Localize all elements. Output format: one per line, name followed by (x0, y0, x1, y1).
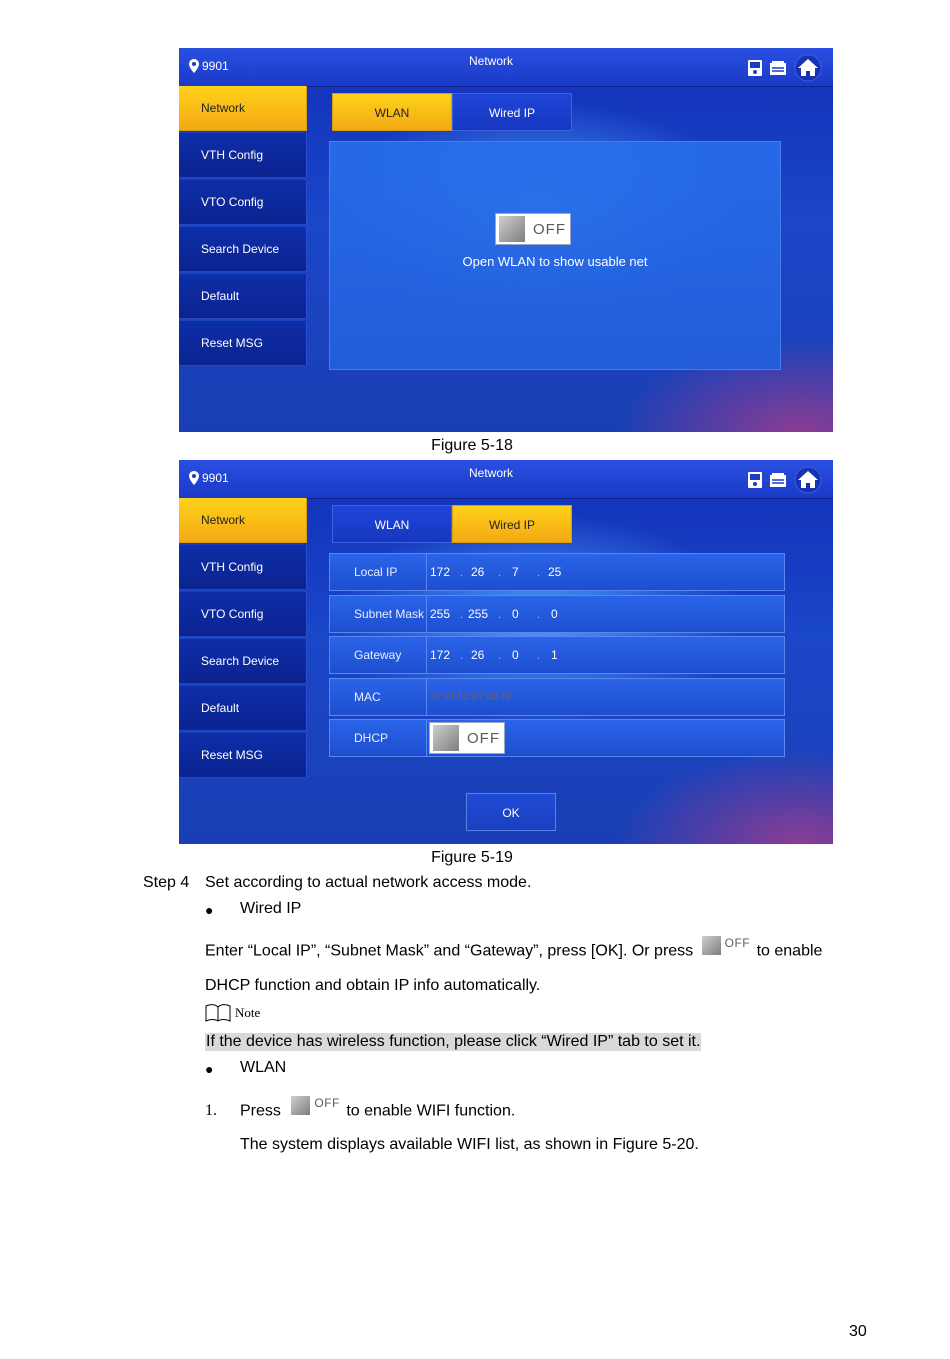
ip-dot: . (460, 567, 464, 579)
tab-wlan[interactable]: WLAN (332, 505, 452, 543)
step-text: Set according to actual network access mode. (205, 874, 532, 891)
wlan-toggle[interactable]: OFF (495, 213, 571, 245)
local-ip-label: Local IP (330, 554, 427, 590)
ip-octet[interactable]: 7 (512, 565, 519, 579)
tab-wired-ip[interactable]: Wired IP (452, 505, 572, 543)
menu-item-vto-config[interactable]: VTO Config (179, 592, 307, 637)
home-icon[interactable] (793, 54, 823, 82)
wired-instruction-cont: DHCP function and obtain IP info automatically. (205, 977, 541, 994)
screen-title: Network (468, 54, 513, 68)
ip-dot: . (537, 567, 541, 579)
item1-result: The system displays available WIFI list, as shown in Figure 5-20. (240, 1136, 699, 1153)
ip-octet[interactable]: 26 (471, 648, 485, 662)
ip-dot: . (537, 650, 541, 662)
ip-octet[interactable]: 172 (430, 648, 451, 662)
tab-bar (332, 505, 572, 543)
tab-wlan[interactable]: WLAN (332, 93, 452, 131)
mac-label: MAC (330, 679, 427, 715)
menu-item-default[interactable]: Default (179, 686, 307, 731)
ip-dot: . (498, 609, 502, 621)
step-label: Step 4 (143, 874, 190, 891)
toggle-knob (433, 725, 459, 751)
subnet-mask-row[interactable] (329, 595, 785, 633)
book-icon (205, 1004, 231, 1022)
wlan-panel (329, 141, 781, 370)
ip-octet[interactable]: 1 (551, 648, 558, 662)
top-bar (179, 48, 833, 87)
room-number: 9901 (189, 471, 229, 485)
tab-bar (332, 93, 572, 131)
menu-item-vto-config[interactable]: VTO Config (179, 180, 307, 225)
gateway-row[interactable] (329, 636, 785, 674)
off-toggle-icon: OFF (702, 936, 751, 955)
figure-caption-5-18: Figure 5-18 (431, 437, 513, 454)
off-toggle-icon: OFF (291, 1096, 340, 1115)
gateway-label: Gateway (330, 637, 427, 673)
room-number: 9901 (189, 59, 229, 73)
ip-octet[interactable]: 172 (430, 565, 451, 579)
wlan-hint: Open WLAN to show usable net (462, 254, 648, 269)
menu-item-default[interactable]: Default (179, 274, 307, 319)
note-header: Note (205, 1004, 260, 1022)
ip-dot: . (498, 567, 502, 579)
item-number: 1. (205, 1102, 217, 1119)
menu-item-vth-config[interactable]: VTH Config (179, 545, 307, 590)
page-number: 30 (849, 1323, 867, 1340)
menu-item-network[interactable]: Network (179, 86, 307, 131)
bullet-dot: ● (205, 1061, 214, 1077)
message-icon[interactable] (769, 60, 787, 76)
ip-dot: . (460, 609, 464, 621)
mac-value: 3c:ef:8c:07:b6:bf (430, 691, 512, 703)
bullet-wlan: WLAN (240, 1059, 287, 1076)
ip-octet[interactable]: 0 (512, 648, 519, 662)
local-ip-row[interactable] (329, 553, 785, 591)
network-screen-wlan (179, 48, 833, 432)
ip-octet[interactable]: 255 (468, 607, 489, 621)
menu-item-search-device[interactable]: Search Device (179, 227, 307, 272)
toggle-knob (499, 216, 525, 242)
ip-dot: . (460, 650, 464, 662)
item1-instruction: Press OFF to enable WIFI function. (240, 1096, 516, 1120)
home-icon[interactable] (793, 466, 823, 494)
figure-caption-5-19: Figure 5-19 (431, 849, 513, 866)
menu-item-network[interactable]: Network (179, 498, 307, 543)
wired-instruction: Enter “Local IP”, “Subnet Mask” and “Gateway”, press [OK]. Or press OFF to enable (205, 936, 823, 960)
screen-title: Network (468, 466, 513, 480)
network-screen-wired-ip (179, 460, 833, 844)
mac-row (329, 678, 785, 716)
ip-octet[interactable]: 26 (471, 565, 485, 579)
monitor-icon[interactable] (747, 471, 763, 489)
side-menu (179, 498, 307, 780)
top-bar (179, 460, 833, 499)
ip-octet[interactable]: 0 (551, 607, 558, 621)
menu-item-reset-msg[interactable]: Reset MSG (179, 733, 307, 778)
subnet-mask-label: Subnet Mask (330, 596, 427, 632)
ip-dot: . (498, 650, 502, 662)
menu-item-reset-msg[interactable]: Reset MSG (179, 321, 307, 366)
ok-button[interactable]: OK (466, 793, 556, 831)
dhcp-row (329, 719, 785, 757)
bullet-wired-ip: Wired IP (240, 900, 302, 917)
dhcp-label: DHCP (330, 720, 427, 756)
tab-wired-ip[interactable]: Wired IP (452, 93, 572, 131)
ip-octet[interactable]: 25 (548, 565, 562, 579)
ip-dot: . (537, 609, 541, 621)
side-menu (179, 86, 307, 368)
note-text: If the device has wireless function, please click “Wired IP” tab to set it. (206, 1033, 701, 1050)
ip-octet[interactable]: 255 (430, 607, 451, 621)
menu-item-search-device[interactable]: Search Device (179, 639, 307, 684)
ip-octet[interactable]: 0 (512, 607, 519, 621)
dhcp-toggle[interactable]: OFF (429, 722, 505, 754)
menu-item-vth-config[interactable]: VTH Config (179, 133, 307, 178)
message-icon[interactable] (769, 472, 787, 488)
bullet-dot: ● (205, 902, 214, 918)
monitor-icon[interactable] (747, 59, 763, 77)
